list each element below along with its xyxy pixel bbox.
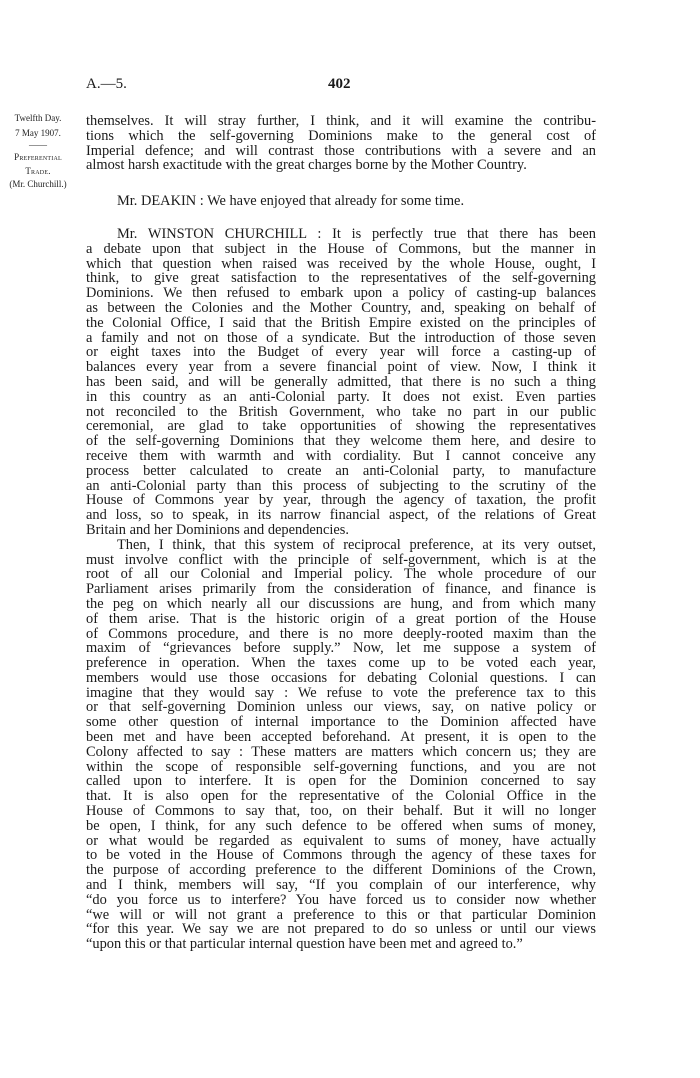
page-number: 402 <box>328 76 351 92</box>
text-line: think, to give great satisfaction to the representatives of the self-governing <box>86 271 596 287</box>
text-line: Dominions. We then refused to embark upon a policy of casting-up balances <box>86 286 596 301</box>
text-line: House of Commons year by year, through the agency of taxation, the profit <box>86 493 596 509</box>
text-line: of Commons procedure, and there is no more deeply-rooted maxim than the <box>86 626 596 642</box>
text-line: the purpose of according preference to the different Dominions of the Crown, <box>86 863 596 879</box>
text-line: has been said, and will be generally admitted, that there is no such a thing <box>86 374 596 390</box>
margin-topic: Preferential <box>14 152 62 163</box>
text-line: ceremonial, are glad to take opportunities of showing the representatives <box>86 419 596 435</box>
text-line: been met and have been accepted beforehand. At present, it is open to the <box>86 730 596 745</box>
text-line: called upon to interfere. It is open for the Dominion concerned to say <box>86 774 596 790</box>
text-line: Mr. WINSTON CHURCHILL : It is perfectly true that there has been <box>117 226 596 242</box>
margin-day: Twelfth Day. <box>14 113 62 123</box>
text-line: balances every year from a severe financial point of view. Now, I think it <box>86 360 596 375</box>
text-line: “for this year. We say we are not prepared to do so unless or until our views <box>86 922 596 938</box>
text-line: almost harsh exactitude with the great charges borne by the Mother Country. <box>86 158 527 174</box>
document-reference: A.—5. <box>86 76 127 92</box>
text-line: House of Commons to say that, too, on their behalf. But it will no longer <box>86 804 596 819</box>
text-line: or what would be regarded as equivalent to sums of money, have actually <box>86 833 596 849</box>
text-line: a family and not on those of a syndicate. But the introduction of those seven <box>86 330 596 346</box>
text-line: Mr. DEAKIN : We have enjoyed that already for some time. <box>117 194 465 209</box>
text-line: root of all our Colonial and Imperial policy. The whole procedure of our <box>86 567 596 583</box>
text-line: be open, I think, for any such defence to be offered when sums of money, <box>86 818 596 834</box>
text-line: “we will or will not grant a preference to this or that particular Dominion <box>86 907 596 923</box>
text-line: the peg on which nearly all our discussions are hung, and from which many <box>86 596 596 612</box>
text-line: maxim of “grievances before supply.” Now, let me suppose a system of <box>86 641 596 657</box>
paragraph <box>86 194 596 209</box>
text-line: and loss, so to speak, in its narrow financial aspect, of the relations of Great <box>86 508 596 523</box>
text-line: or eight taxes into the Budget of every year will force a casting-up of <box>86 345 596 361</box>
text-line: Imperial defence; and will contrast those contributions with a severe and an <box>86 143 596 159</box>
text-line: Then, I think, that this system of reciprocal preference, at its very outset, <box>117 537 596 553</box>
text-line: to be voted in the House of Commons through the agency of these taxes for <box>86 848 596 864</box>
text-line: the Colonial Office, I said that the British Empire existed on the principles of <box>86 315 596 331</box>
text-line: “upon this or that particular internal question have been met and agreed to.” <box>86 937 523 953</box>
margin-rule: —— <box>29 140 47 151</box>
text-line: must involve conflict with the principle of self-government, which is at the <box>86 552 596 568</box>
text-line: or that self-governing Dominion unless our views, say, on native policy or <box>86 700 596 716</box>
text-line: in this country as an anti-Colonial party. It does not exist. Even parties <box>86 389 596 405</box>
margin-speaker: (Mr. Churchill.) <box>9 178 67 189</box>
paragraph <box>86 538 596 952</box>
text-line: members would use those occasions for debating Colonial questions. I can <box>86 670 596 686</box>
document-body <box>86 114 596 952</box>
text-line: that. It is also open for the representative of the Colonial Office in the <box>86 789 596 805</box>
text-line: some other question of internal importance to the Dominion affected have <box>86 715 596 731</box>
text-line: “do you force us to interfere? You have forced us to consider now whether <box>86 892 596 908</box>
text-line: Britain and her Dominions and dependencies. <box>86 522 349 538</box>
text-line: preference in operation. When the taxes come up to be voted each year, <box>86 656 596 671</box>
text-line: an anti-Colonial party than this process of subjecting to the scrutiny of the <box>86 478 596 494</box>
text-line: a debate upon that subject in the House of Commons, but the manner in <box>86 241 596 257</box>
text-line: tions which the self-governing Dominions make to the general cost of <box>86 128 596 144</box>
text-line: of the self-governing Dominions that they welcome them here, and desire to <box>86 434 596 449</box>
text-line: themselves. It will stray further, I think, and it will examine the contribu- <box>86 114 596 129</box>
text-line: receive them with warmth and with cordiality. But I cannot conceive any <box>86 448 596 464</box>
margin-date: 7 May 1907. <box>15 127 61 138</box>
text-line: Colony affected to say : These matters are matters which concern us; they are <box>86 744 596 760</box>
text-line: process better calculated to create an anti-Colonial party, to manufacture <box>86 463 596 479</box>
text-line: which that question when raised was received by the whole House, ought, I <box>86 256 596 272</box>
paragraph <box>86 114 596 173</box>
margin-note <box>2 111 74 191</box>
paragraph <box>86 227 596 538</box>
text-line: of them arise. That is the historic origin of a great portion of the House <box>86 611 596 627</box>
text-line: not reconciled to the British Government, who take no part in our public <box>86 404 596 420</box>
text-line: Parliament arises primarily from the consideration of finance, and finance is <box>86 582 596 597</box>
margin-topic-2: Trade. <box>25 165 51 176</box>
text-line: imagine that they would say : We refuse to vote the preference tax to this <box>86 685 596 701</box>
text-line: and I think, members will say, “If you complain of our interference, why <box>86 878 596 893</box>
text-line: within the scope of responsible self-governing functions, and you are not <box>86 759 596 775</box>
text-line: as between the Colonies and the Mother Country, and, speaking on behalf of <box>86 300 596 316</box>
